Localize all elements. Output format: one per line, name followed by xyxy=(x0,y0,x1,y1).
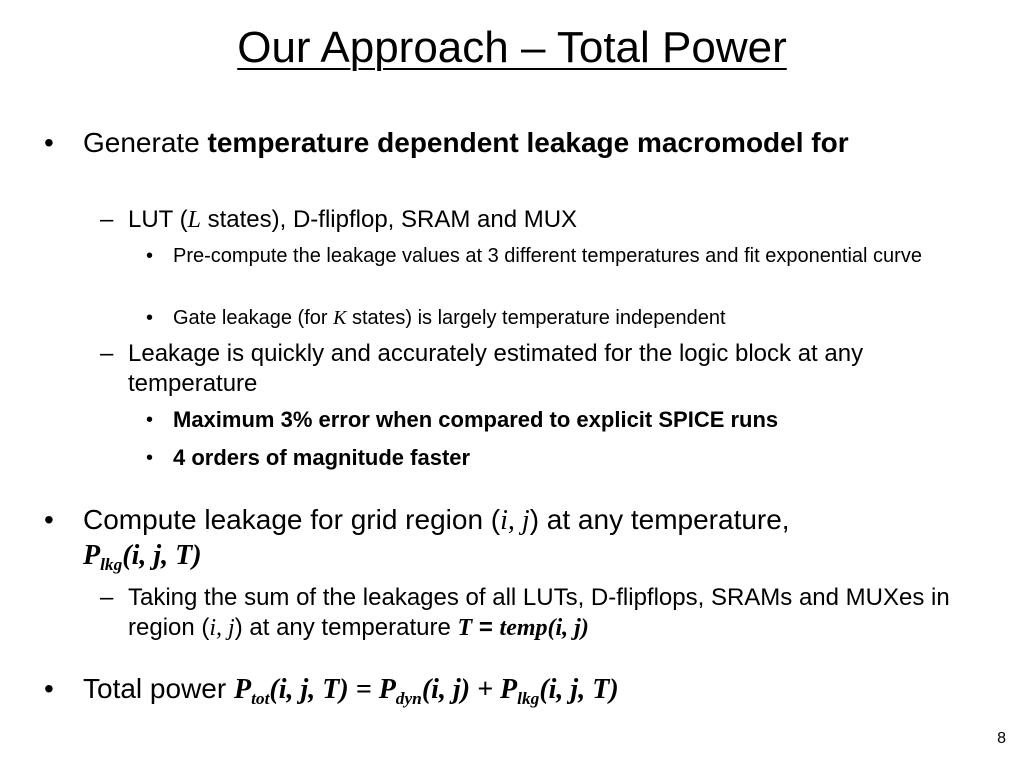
var-k: K xyxy=(333,307,347,329)
subsubbullet-text: Maximum 3% error when compared to explicit SPICE runs xyxy=(173,407,779,432)
bullet-text: Total power xyxy=(83,673,234,704)
subbullet-text-mid: ) at any temperature xyxy=(234,614,458,641)
subsubbullet-text: Pre-compute the leakage values at 3 different temperatures and fit exponential curve xyxy=(173,245,922,267)
bullet-marker: • xyxy=(146,307,154,329)
page-number: 8 xyxy=(997,730,1006,747)
equals-sign: = xyxy=(472,614,500,641)
bullet-marker: • xyxy=(44,127,54,158)
total-power-equation: $P_{tot}(i$, j, $T) = P_{dyn}(i$, $j) + P_{lkg}(i$, j, T) xyxy=(233,674,619,709)
bullet-text: Compute leakage for grid region ( xyxy=(83,504,501,535)
var-ij: i, j xyxy=(500,505,530,536)
slide-title: Our Approach – Total Power xyxy=(237,23,787,72)
p-lkg-symbol: $P_{lkg}(i$, j, T) xyxy=(83,540,202,575)
bullet-marker: • xyxy=(44,504,54,535)
dash-marker: – xyxy=(100,206,114,233)
subbullet-text: Leakage is quickly and accurately estimated for the logic block at any temperature xyxy=(128,340,864,397)
var-t: T xyxy=(457,615,473,641)
subsubbullet-text: Gate leakage (for xyxy=(173,307,334,329)
bullet-text: Generate xyxy=(83,127,208,158)
bullet-marker: • xyxy=(146,447,154,469)
dash-marker: – xyxy=(100,584,114,611)
bullet-marker: • xyxy=(146,245,154,267)
bullet-marker: • xyxy=(44,673,54,704)
dash-marker: – xyxy=(100,340,114,367)
var-l: L xyxy=(187,207,201,233)
subbullet-text-end: states), D-flipflop, SRAM and MUX xyxy=(200,206,578,233)
var-ij: i, j xyxy=(209,615,235,641)
subsubbullet-text-end: states) is largely temperature independent xyxy=(346,307,726,329)
subsubbullet-text: 4 orders of magnitude faster xyxy=(173,445,471,470)
subbullet-text: LUT ( xyxy=(128,206,188,233)
bullet-marker: • xyxy=(146,409,154,431)
bullet-text-mid: ) at any temperature, xyxy=(529,504,790,535)
temp-function: temp(i, j) xyxy=(499,615,589,641)
subbullet-text: Taking the sum of the leakages of all LUTs, D-flipflops, SRAMs and MUXes in region ( xyxy=(128,584,950,641)
bullet-bold-text: temperature dependent leakage macromodel for xyxy=(207,127,849,158)
